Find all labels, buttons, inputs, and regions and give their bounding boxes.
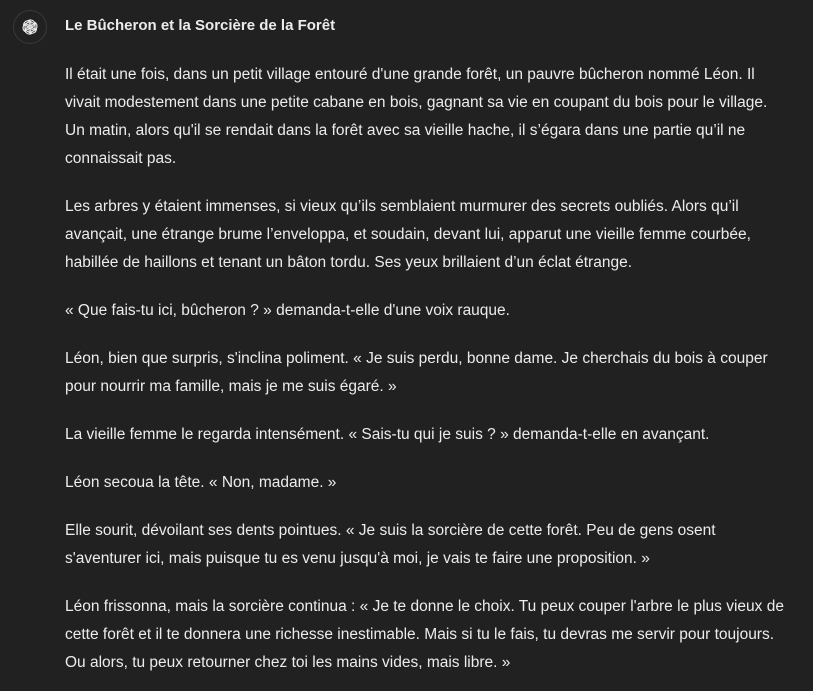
paragraph: Elle sourit, dévoilant ses dents pointues. « Je suis la sorcière de cette forêt. Peu de gens osent s'aventurer ici, mais puisque tu es venu jusqu'à moi, je vais te faire une proposition. »	[65, 522, 716, 567]
paragraph: Léon, bien que surpris, s'inclina poliment. « Je suis perdu, bonne dame. Je cherchais du bois à couper pour nourrir ma famille, mais je me suis égaré. »	[65, 350, 768, 395]
story-title: Le Bûcheron et la Sorcière de la Forêt	[65, 17, 336, 34]
openai-logo-icon	[20, 17, 40, 37]
paragraph: Il était une fois, dans un petit village entouré d'une grande forêt, un pauvre bûcheron nommé Léon. Il vivait modestement dans une petite cabane en bois, gagnant sa vie en coupant du bois pour le village. Un matin, alors qu'il se rendait dans la forêt avec sa vieille hache, il s’égara dans une partie qu’il ne connaissait pas.	[65, 66, 768, 167]
paragraph: La vieille femme le regarda intensément. « Sais-tu qui je suis ? » demanda-t-elle en avançant.	[65, 426, 710, 443]
assistant-avatar	[13, 10, 47, 44]
message-content	[65, 61, 790, 691]
paragraph: Léon secoua la tête. « Non, madame. »	[65, 474, 337, 491]
paragraph: Léon frissonna, mais la sorcière continua : « Je te donne le choix. Tu peux couper l'arbre le plus vieux de cette forêt et il te donnera une richesse inestimable. Mais si tu le fais, tu devras me servir pour toujours. Ou alors, tu peux retourner chez toi les mains vides, mais libre. »	[65, 598, 784, 671]
paragraph: « Que fais-tu ici, bûcheron ? » demanda-t-elle d'une voix rauque.	[65, 302, 510, 319]
paragraph: Les arbres y étaient immenses, si vieux qu’ils semblaient murmurer des secrets oubliés. Alors qu’il avançait, une étrange brume l’enveloppa, et soudain, devant lui, apparut une vieille femme courbée, habillée de haillons et tenant un bâton tordu. Ses yeux brillaient d’un éclat étrange.	[65, 198, 751, 271]
